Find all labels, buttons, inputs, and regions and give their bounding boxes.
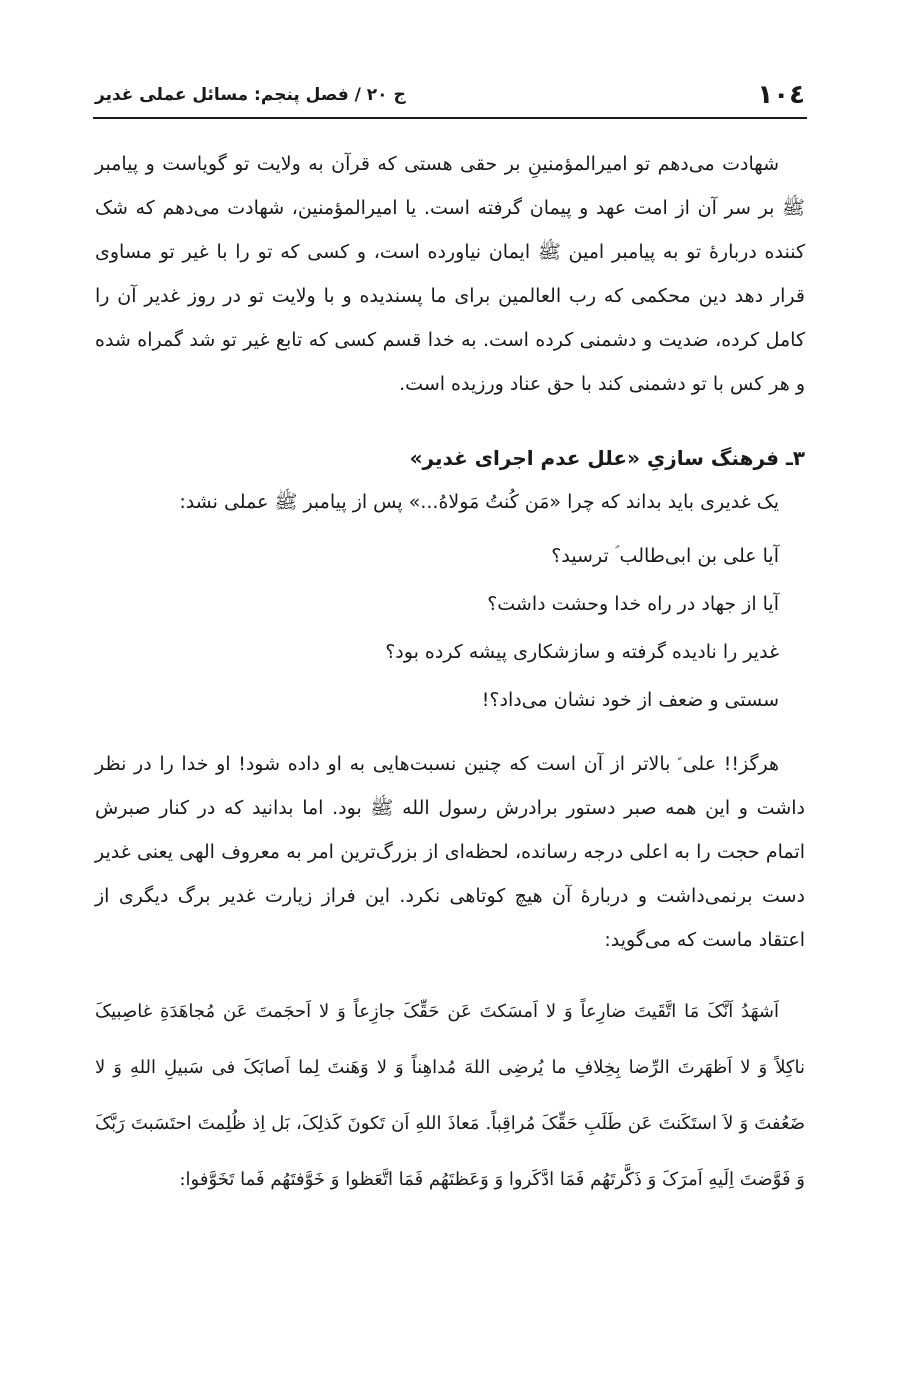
section-intro: یک غدیری باید بداند که چرا «مَن کُنتُ مَولاهُ...» پس از پیامبر ﷺ عملی نشد:: [179, 491, 779, 513]
question-item: غدیر را نادیده گرفته و سازشکاری پیشه کرده بود؟: [385, 641, 779, 663]
question-item: آیا علی بن ابی‌طالب ؑ ترسید؟: [551, 545, 779, 567]
header-rule: [93, 117, 807, 119]
page-number: ١٠٤: [757, 80, 805, 110]
section-heading: ۳ـ فرهنگ سازیِ «علل عدم اجرای غدیر»: [409, 446, 805, 470]
paragraph-testimony: شهادت می‌دهم تو امیرالمؤمنینِ بر حقی هستی که قرآن به ولایت تو گویاست و پیامبر ﷺ بر سر آن از امت عهد و پیمان گرفته است. یا امیرالمؤمنین، شهادت می‌دهم که شک کننده دربارهٔ تو به پیامبر امین ﷺ ایمان نیاورده است، و کسی که تو را با غیر تو مساوی قرار دهد دین محکمی که رب العالمین برای ما پسندیده و با ولایت تو در روز غدیر آن را کامل کرده، ضدیت و دشمنی کرده است. به خدا قسم کسی که تابع غیر تو شد گمراه شده و هر کس با تو دشمنی کند با حق عناد ورزیده است.: [95, 153, 805, 395]
page-body: [95, 142, 805, 1208]
question-list: [95, 532, 805, 724]
page-header: [95, 68, 805, 112]
paragraph-answer: هرگز!! علی ؑ بالاتر از آن است که چنین نسبت‌هایی به او داده شود! او خدا را در نظر داشت و این همه صبر دستور برادرش رسول الله ﷺ بود. اما بدانید که در کنار صبرش اتمام حجت را به اعلی درجه رسانده، لحظه‌ای از بزرگ‌ترین امر به معروف الهی یعنی غدیر دست برنمی‌داشت و دربارهٔ آن هیچ کوتاهی نکرد. این فراز زیارت غدیر برگ دیگری از اعتقاد ماست که می‌گوید:: [95, 753, 805, 951]
ziyarat-quote: اَشهَدُ اَنَّکَ مَا اتَّقَیتَ ضارِعاً وَ لا اَمسَکتَ عَن حَقِّکَ جازِعاً وَ لا اَحجَمتَ عَن مُجاهَدَةِ غاصِبیکَ ناکِلاً وَ لا اَظهَرتَ الرِّضا بِخِلافِ ما یُرضِی اللهَ مُداهِناً وَ لا وَهَنتَ لِما اَصابَکَ فی سَبیلِ اللهِ وَ لا ضَعُفتَ وَ لاَ استَکَنتَ عَن طَلَبِ حَقِّکَ مُراقِباً. مَعاذَ اللهِ اَن تَکونَ کَذلِکَ، بَل اِذ ظُلِمتَ احتَسَبتَ رَبَّکَ وَ فَوَّضتَ اِلَیهِ اَمرَکَ وَ ذَکَّرتَهُم فَمَا ادَّکَروا وَ وَعَظتَهُم فَمَا اتَّعَظوا وَ خَوَّفتَهُم فَما تَخَوَّفوا:: [95, 1001, 806, 1190]
question-item: آیا از جهاد در راه خدا وحشت داشت؟: [487, 593, 779, 615]
question-item: سستی و ضعف از خود نشان می‌داد؟!: [481, 689, 779, 711]
running-title: ج ٢٠ / فصل پنجم: مسائل عملی غدیر: [95, 85, 406, 105]
